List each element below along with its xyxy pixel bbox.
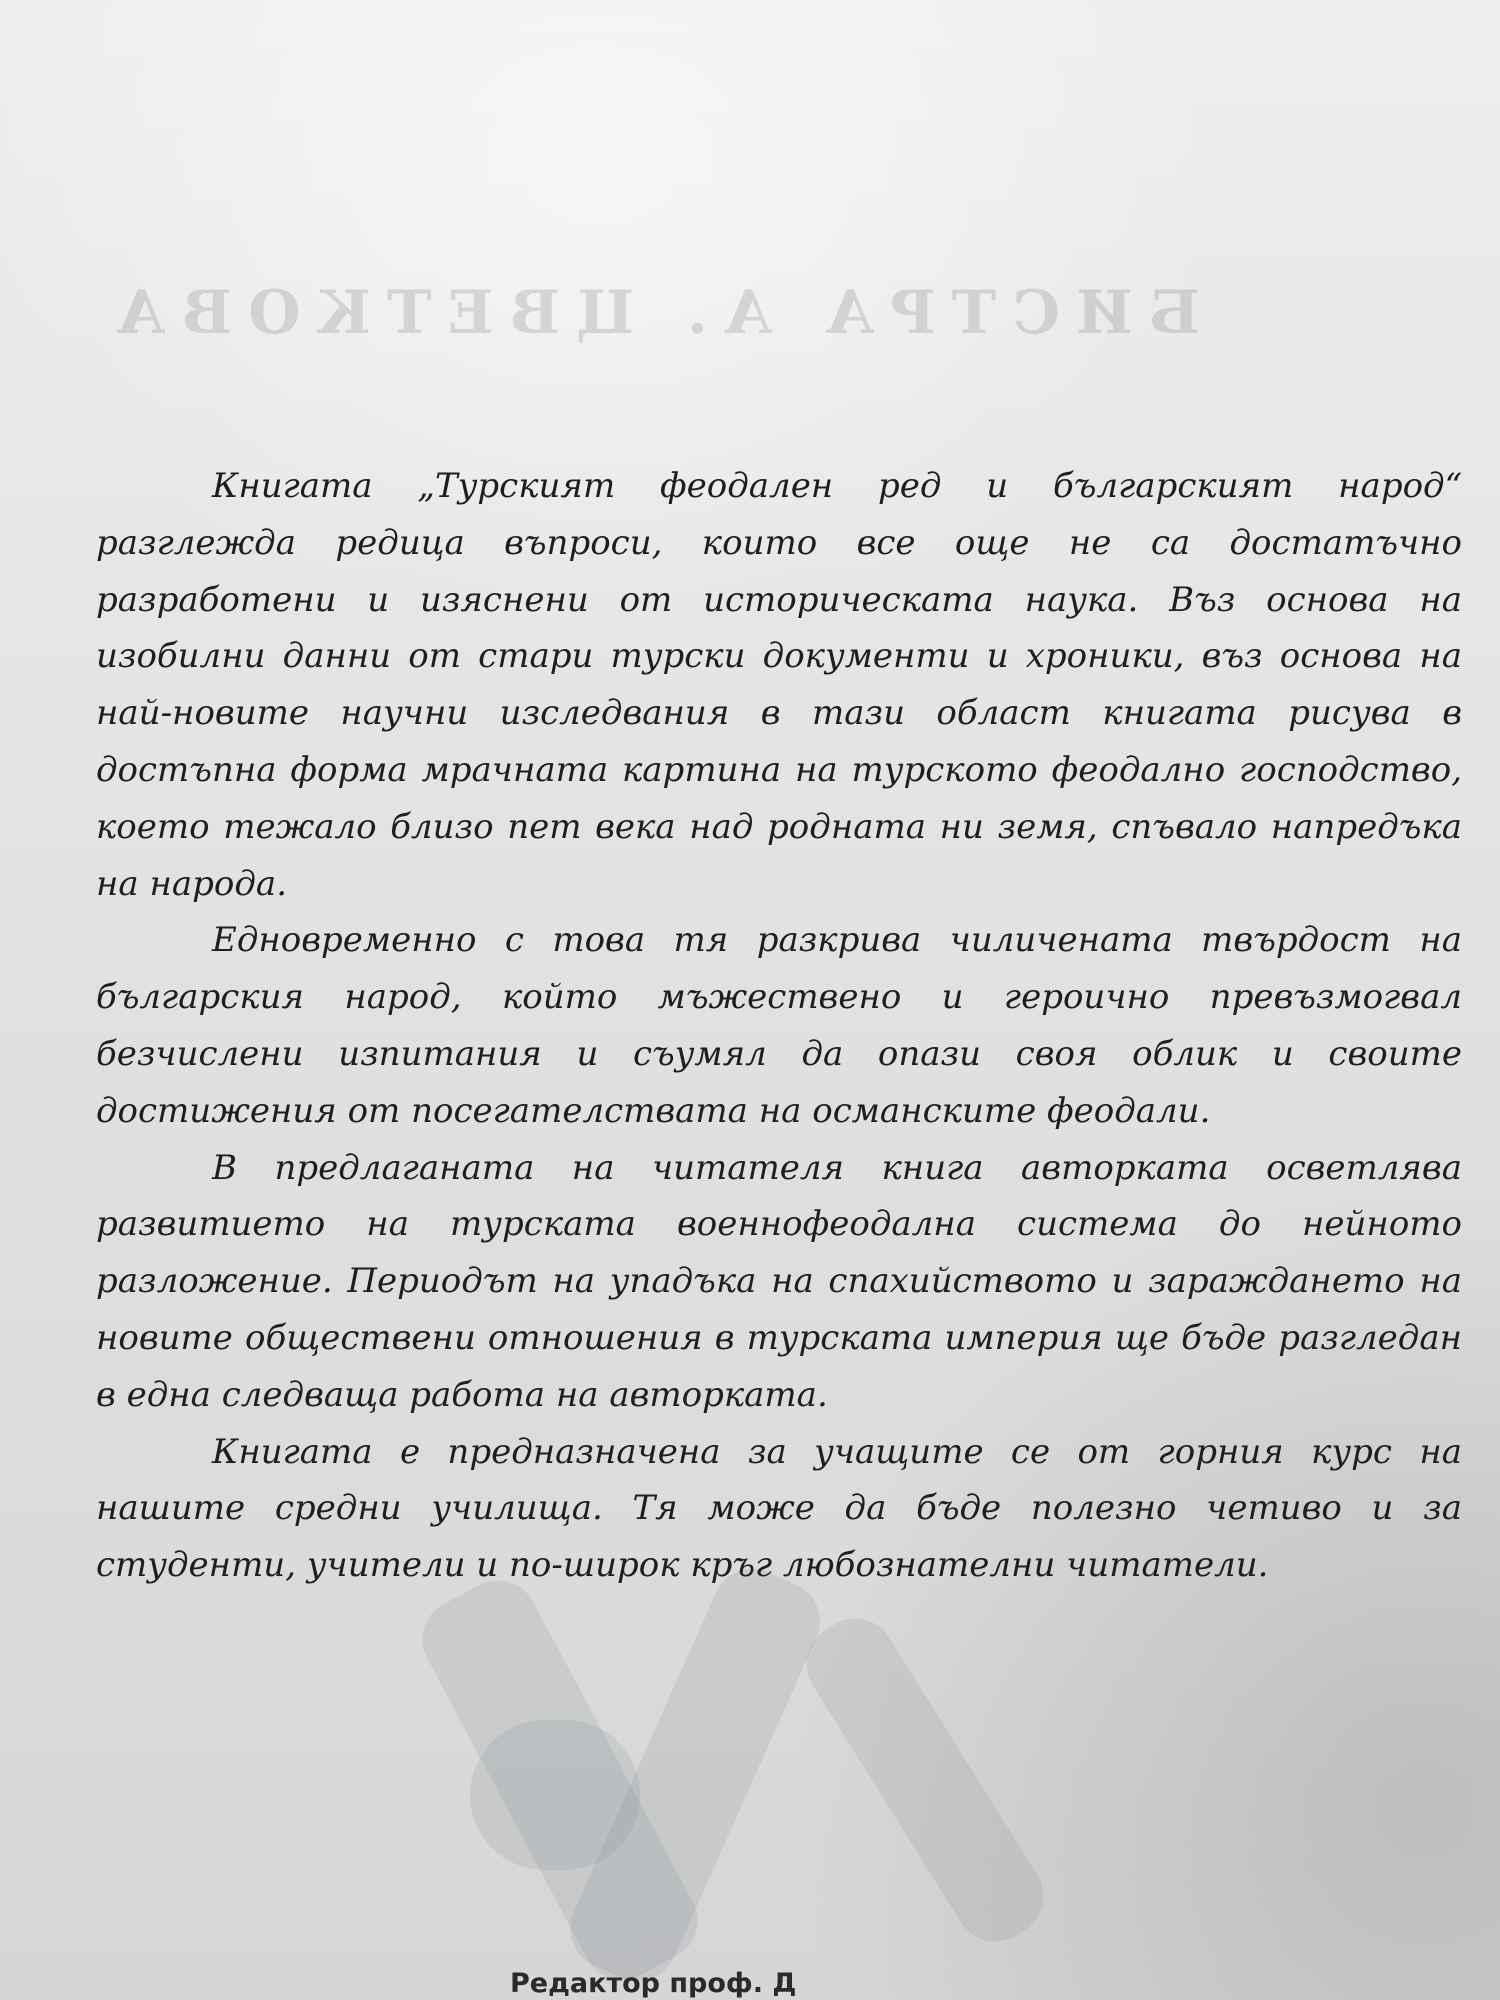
bleed-through-title: БИСТРА А. ЦВЕТКОВА bbox=[100, 278, 1200, 348]
annotation-text bbox=[96, 458, 1462, 1594]
bleed-through-emblem-part bbox=[470, 1720, 640, 1870]
paragraph-intro: Книгата „Турският феодален ред и българският народ“ разглежда редица въпроси, които все още не са достатъчно разработени и изяснени от историческата наука. Въз основа на изобилни данни от стари турски документи и хроники, въз основа на най-новите научни изследвания в тази област книгата рисува в достъпна форма мрачната картина на турското феодално господство, което тежало близо пет века над родната ни земя, спъвало напредъка на народа. bbox=[96, 466, 1462, 904]
bleed-through-emblem-part bbox=[791, 1604, 1058, 1957]
paragraph-resilience: Едновременно с това тя разкрива чиличената твърдост на българския народ, който мъжествено и героично превъзмогвал безчислени изпитания и съумял да опази своя облик и своите достижения от посегателствата на османските феодали. bbox=[96, 920, 1462, 1131]
paragraph-system: В предлаганата на читателя книга авторката осветлява развитието на турската военнофеодална система до нейното разложение. Периодът на упадъка на спахийството и зараждането на новите обществени отношения в турската империя ще бъде разгледан в една следваща работа на авторката. bbox=[96, 1147, 1462, 1415]
paragraph-audience: Книгата е предназначена за учащите се от горния курс на нашите средни училища. Тя може да бъде полезно четиво и за студенти, учители и по-широк кръг любознателни читатели. bbox=[96, 1431, 1462, 1586]
editor-credit: Редактор проф. Д bbox=[510, 1968, 797, 1999]
